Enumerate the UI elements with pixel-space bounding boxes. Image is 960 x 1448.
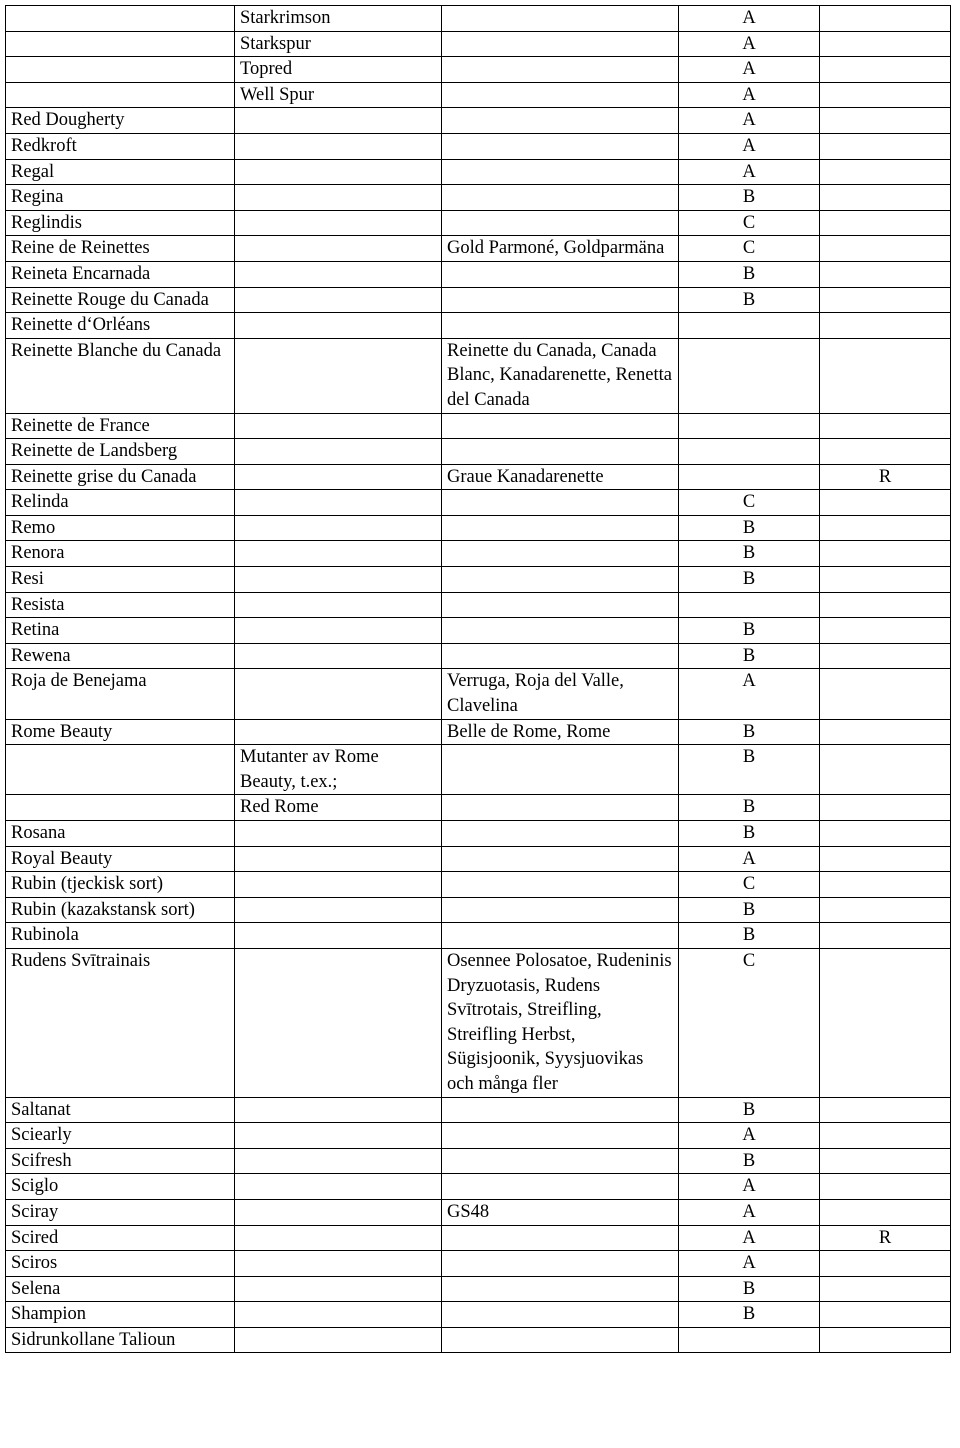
variety-name-cell: Rewena — [6, 643, 235, 669]
synonyms-cell — [442, 490, 679, 516]
synonyms-cell — [442, 567, 679, 593]
mutant-cell — [235, 669, 442, 719]
variety-name-cell: Rubin (kazakstansk sort) — [6, 897, 235, 923]
mutant-cell — [235, 1225, 442, 1251]
class-cell — [679, 313, 820, 339]
variety-name-cell: Rudens Svītrainais — [6, 948, 235, 1097]
table-row — [6, 592, 951, 618]
resistance-cell — [820, 669, 951, 719]
class-cell: A — [679, 6, 820, 32]
resistance-cell — [820, 1276, 951, 1302]
resistance-cell — [820, 872, 951, 898]
resistance-cell: R — [820, 1225, 951, 1251]
table-row — [6, 745, 951, 795]
class-cell: A — [679, 159, 820, 185]
table-row — [6, 31, 951, 57]
apple-variety-table — [5, 5, 951, 1353]
mutant-cell: Topred — [235, 57, 442, 83]
class-cell: B — [679, 745, 820, 795]
mutant-cell — [235, 261, 442, 287]
class-cell — [679, 338, 820, 413]
mutant-cell: Mutanter av Rome Beauty, t.ex.; — [235, 745, 442, 795]
resistance-cell — [820, 1097, 951, 1123]
mutant-cell — [235, 1276, 442, 1302]
variety-name-cell: Regal — [6, 159, 235, 185]
mutant-cell — [235, 618, 442, 644]
variety-name-cell — [6, 31, 235, 57]
table-row — [6, 1225, 951, 1251]
table-row — [6, 313, 951, 339]
synonyms-cell — [442, 897, 679, 923]
table-row — [6, 159, 951, 185]
class-cell: A — [679, 133, 820, 159]
variety-name-cell: Roja de Benejama — [6, 669, 235, 719]
variety-name-cell: Resi — [6, 567, 235, 593]
table-row — [6, 1174, 951, 1200]
synonyms-cell — [442, 515, 679, 541]
variety-name-cell: Rosana — [6, 821, 235, 847]
mutant-cell — [235, 821, 442, 847]
mutant-cell — [235, 515, 442, 541]
synonyms-cell — [442, 1251, 679, 1277]
synonyms-cell — [442, 821, 679, 847]
resistance-cell — [820, 541, 951, 567]
class-cell: C — [679, 872, 820, 898]
table-row — [6, 846, 951, 872]
synonyms-cell — [442, 6, 679, 32]
synonyms-cell — [442, 31, 679, 57]
table-row — [6, 236, 951, 262]
variety-name-cell: Reinette Blanche du Canada — [6, 338, 235, 413]
synonyms-cell — [442, 1174, 679, 1200]
variety-name-cell: Sidrunkollane Talioun — [6, 1327, 235, 1353]
synonyms-cell: Belle de Rome, Rome — [442, 719, 679, 745]
table-row — [6, 541, 951, 567]
synonyms-cell — [442, 82, 679, 108]
synonyms-cell — [442, 745, 679, 795]
class-cell: B — [679, 821, 820, 847]
variety-name-cell — [6, 82, 235, 108]
resistance-cell — [820, 1148, 951, 1174]
synonyms-cell: Reinette du Canada, Canada Blanc, Kanadarenette, Renetta del Canada — [442, 338, 679, 413]
table-row — [6, 57, 951, 83]
class-cell: B — [679, 795, 820, 821]
synonyms-cell — [442, 439, 679, 465]
class-cell: C — [679, 948, 820, 1097]
variety-name-cell: Reglindis — [6, 210, 235, 236]
variety-name-cell: Regina — [6, 185, 235, 211]
resistance-cell — [820, 236, 951, 262]
table-row — [6, 338, 951, 413]
mutant-cell — [235, 313, 442, 339]
resistance-cell — [820, 948, 951, 1097]
variety-name-cell — [6, 795, 235, 821]
resistance-cell — [820, 745, 951, 795]
class-cell: B — [679, 1148, 820, 1174]
class-cell — [679, 1327, 820, 1353]
resistance-cell — [820, 108, 951, 134]
table-row — [6, 567, 951, 593]
mutant-cell — [235, 236, 442, 262]
table-row — [6, 287, 951, 313]
resistance-cell — [820, 159, 951, 185]
class-cell: B — [679, 897, 820, 923]
variety-name-cell: Selena — [6, 1276, 235, 1302]
variety-name-cell: Reinette grise du Canada — [6, 464, 235, 490]
resistance-cell — [820, 1199, 951, 1225]
mutant-cell: Starkrimson — [235, 6, 442, 32]
class-cell: C — [679, 490, 820, 516]
synonyms-cell — [442, 413, 679, 439]
mutant-cell — [235, 108, 442, 134]
synonyms-cell — [442, 108, 679, 134]
resistance-cell — [820, 1174, 951, 1200]
resistance-cell — [820, 719, 951, 745]
table-row — [6, 133, 951, 159]
table-row — [6, 108, 951, 134]
mutant-cell — [235, 287, 442, 313]
mutant-cell — [235, 1174, 442, 1200]
mutant-cell — [235, 1302, 442, 1328]
class-cell: C — [679, 210, 820, 236]
table-row — [6, 669, 951, 719]
mutant-cell — [235, 872, 442, 898]
mutant-cell — [235, 1148, 442, 1174]
variety-name-cell: Sciearly — [6, 1123, 235, 1149]
table-row — [6, 821, 951, 847]
table-row — [6, 210, 951, 236]
mutant-cell — [235, 210, 442, 236]
synonyms-cell — [442, 159, 679, 185]
synonyms-cell — [442, 618, 679, 644]
mutant-cell — [235, 1327, 442, 1353]
synonyms-cell — [442, 1327, 679, 1353]
class-cell: A — [679, 1251, 820, 1277]
class-cell: A — [679, 108, 820, 134]
class-cell: B — [679, 1276, 820, 1302]
synonyms-cell — [442, 1276, 679, 1302]
table-row — [6, 1123, 951, 1149]
variety-name-cell: Redkroft — [6, 133, 235, 159]
variety-name-cell: Scifresh — [6, 1148, 235, 1174]
table-row — [6, 923, 951, 949]
table-row — [6, 82, 951, 108]
synonyms-cell — [442, 210, 679, 236]
class-cell: A — [679, 669, 820, 719]
variety-name-cell — [6, 745, 235, 795]
table-row — [6, 872, 951, 898]
mutant-cell — [235, 846, 442, 872]
class-cell: B — [679, 185, 820, 211]
resistance-cell — [820, 846, 951, 872]
resistance-cell — [820, 439, 951, 465]
synonyms-cell — [442, 57, 679, 83]
synonyms-cell — [442, 133, 679, 159]
mutant-cell — [235, 490, 442, 516]
class-cell: A — [679, 1225, 820, 1251]
table-row — [6, 1276, 951, 1302]
variety-name-cell: Red Dougherty — [6, 108, 235, 134]
variety-name-cell: Reinette de France — [6, 413, 235, 439]
variety-name-cell: Renora — [6, 541, 235, 567]
table-body — [6, 6, 951, 1353]
table-row — [6, 490, 951, 516]
variety-name-cell: Relinda — [6, 490, 235, 516]
mutant-cell — [235, 567, 442, 593]
variety-name-cell: Reine de Reinettes — [6, 236, 235, 262]
variety-name-cell: Rubinola — [6, 923, 235, 949]
synonyms-cell — [442, 923, 679, 949]
synonyms-cell — [442, 541, 679, 567]
variety-name-cell: Sciray — [6, 1199, 235, 1225]
class-cell: B — [679, 923, 820, 949]
mutant-cell — [235, 541, 442, 567]
table-row — [6, 261, 951, 287]
variety-name-cell: Remo — [6, 515, 235, 541]
class-cell: B — [679, 515, 820, 541]
synonyms-cell: Graue Kanadarenette — [442, 464, 679, 490]
synonyms-cell — [442, 261, 679, 287]
mutant-cell — [235, 159, 442, 185]
class-cell — [679, 464, 820, 490]
class-cell: B — [679, 643, 820, 669]
mutant-cell — [235, 592, 442, 618]
resistance-cell — [820, 1123, 951, 1149]
class-cell: B — [679, 1097, 820, 1123]
resistance-cell — [820, 1251, 951, 1277]
mutant-cell — [235, 719, 442, 745]
class-cell: C — [679, 236, 820, 262]
class-cell — [679, 592, 820, 618]
synonyms-cell — [442, 287, 679, 313]
synonyms-cell: Gold Parmoné, Goldparmäna — [442, 236, 679, 262]
synonyms-cell — [442, 313, 679, 339]
mutant-cell — [235, 1123, 442, 1149]
variety-name-cell: Reinette Rouge du Canada — [6, 287, 235, 313]
synonyms-cell: Osennee Polosatoe, Rudeninis Dryzuotasis, Rudens Svītrotais, Streifling, Streifling Herbst, Sügisjoonik, Syysjuovikas och många fler — [442, 948, 679, 1097]
table-row — [6, 1251, 951, 1277]
class-cell: A — [679, 846, 820, 872]
class-cell: B — [679, 1302, 820, 1328]
table-row — [6, 719, 951, 745]
synonyms-cell — [442, 872, 679, 898]
class-cell: A — [679, 1199, 820, 1225]
resistance-cell — [820, 133, 951, 159]
variety-name-cell: Resista — [6, 592, 235, 618]
document-page — [5, 5, 951, 1353]
class-cell: A — [679, 31, 820, 57]
resistance-cell — [820, 287, 951, 313]
class-cell: B — [679, 541, 820, 567]
table-row — [6, 413, 951, 439]
class-cell: A — [679, 57, 820, 83]
synonyms-cell — [442, 1123, 679, 1149]
resistance-cell — [820, 413, 951, 439]
mutant-cell — [235, 464, 442, 490]
resistance-cell — [820, 57, 951, 83]
resistance-cell — [820, 1327, 951, 1353]
resistance-cell — [820, 592, 951, 618]
variety-name-cell: Sciros — [6, 1251, 235, 1277]
variety-name-cell: Retina — [6, 618, 235, 644]
class-cell — [679, 439, 820, 465]
mutant-cell — [235, 643, 442, 669]
mutant-cell — [235, 439, 442, 465]
resistance-cell — [820, 338, 951, 413]
resistance-cell — [820, 897, 951, 923]
variety-name-cell: Rome Beauty — [6, 719, 235, 745]
table-row — [6, 1097, 951, 1123]
class-cell: A — [679, 1123, 820, 1149]
resistance-cell: R — [820, 464, 951, 490]
variety-name-cell: Rubin (tjeckisk sort) — [6, 872, 235, 898]
resistance-cell — [820, 821, 951, 847]
resistance-cell — [820, 795, 951, 821]
synonyms-cell — [442, 185, 679, 211]
synonyms-cell — [442, 1148, 679, 1174]
mutant-cell — [235, 948, 442, 1097]
table-row — [6, 439, 951, 465]
mutant-cell — [235, 1199, 442, 1225]
class-cell: A — [679, 1174, 820, 1200]
mutant-cell — [235, 413, 442, 439]
mutant-cell — [235, 923, 442, 949]
resistance-cell — [820, 618, 951, 644]
variety-name-cell: Saltanat — [6, 1097, 235, 1123]
variety-name-cell: Royal Beauty — [6, 846, 235, 872]
synonyms-cell — [442, 643, 679, 669]
class-cell: B — [679, 719, 820, 745]
synonyms-cell: Verruga, Roja del Valle, Clavelina — [442, 669, 679, 719]
variety-name-cell: Shampion — [6, 1302, 235, 1328]
variety-name-cell: Reineta Encarnada — [6, 261, 235, 287]
class-cell: B — [679, 287, 820, 313]
mutant-cell — [235, 338, 442, 413]
synonyms-cell — [442, 1097, 679, 1123]
mutant-cell: Well Spur — [235, 82, 442, 108]
synonyms-cell — [442, 592, 679, 618]
class-cell: B — [679, 567, 820, 593]
resistance-cell — [820, 490, 951, 516]
mutant-cell: Starkspur — [235, 31, 442, 57]
variety-name-cell — [6, 6, 235, 32]
mutant-cell — [235, 1251, 442, 1277]
variety-name-cell — [6, 57, 235, 83]
class-cell: A — [679, 82, 820, 108]
resistance-cell — [820, 261, 951, 287]
table-row — [6, 618, 951, 644]
mutant-cell — [235, 897, 442, 923]
synonyms-cell — [442, 795, 679, 821]
variety-name-cell: Reinette de Landsberg — [6, 439, 235, 465]
variety-name-cell: Scired — [6, 1225, 235, 1251]
table-row — [6, 515, 951, 541]
resistance-cell — [820, 1302, 951, 1328]
mutant-cell — [235, 133, 442, 159]
class-cell: B — [679, 261, 820, 287]
table-row — [6, 1199, 951, 1225]
table-row — [6, 6, 951, 32]
table-row — [6, 1148, 951, 1174]
table-row — [6, 643, 951, 669]
resistance-cell — [820, 313, 951, 339]
synonyms-cell: GS48 — [442, 1199, 679, 1225]
table-row — [6, 897, 951, 923]
resistance-cell — [820, 515, 951, 541]
synonyms-cell — [442, 1302, 679, 1328]
resistance-cell — [820, 643, 951, 669]
synonyms-cell — [442, 846, 679, 872]
resistance-cell — [820, 31, 951, 57]
mutant-cell — [235, 1097, 442, 1123]
resistance-cell — [820, 6, 951, 32]
resistance-cell — [820, 210, 951, 236]
synonyms-cell — [442, 1225, 679, 1251]
table-row — [6, 948, 951, 1097]
table-row — [6, 185, 951, 211]
variety-name-cell: Sciglo — [6, 1174, 235, 1200]
resistance-cell — [820, 185, 951, 211]
table-row — [6, 795, 951, 821]
table-row — [6, 1327, 951, 1353]
class-cell: B — [679, 618, 820, 644]
resistance-cell — [820, 923, 951, 949]
table-row — [6, 464, 951, 490]
variety-name-cell: Reinette d‘Orléans — [6, 313, 235, 339]
mutant-cell — [235, 185, 442, 211]
class-cell — [679, 413, 820, 439]
mutant-cell: Red Rome — [235, 795, 442, 821]
table-row — [6, 1302, 951, 1328]
resistance-cell — [820, 567, 951, 593]
resistance-cell — [820, 82, 951, 108]
